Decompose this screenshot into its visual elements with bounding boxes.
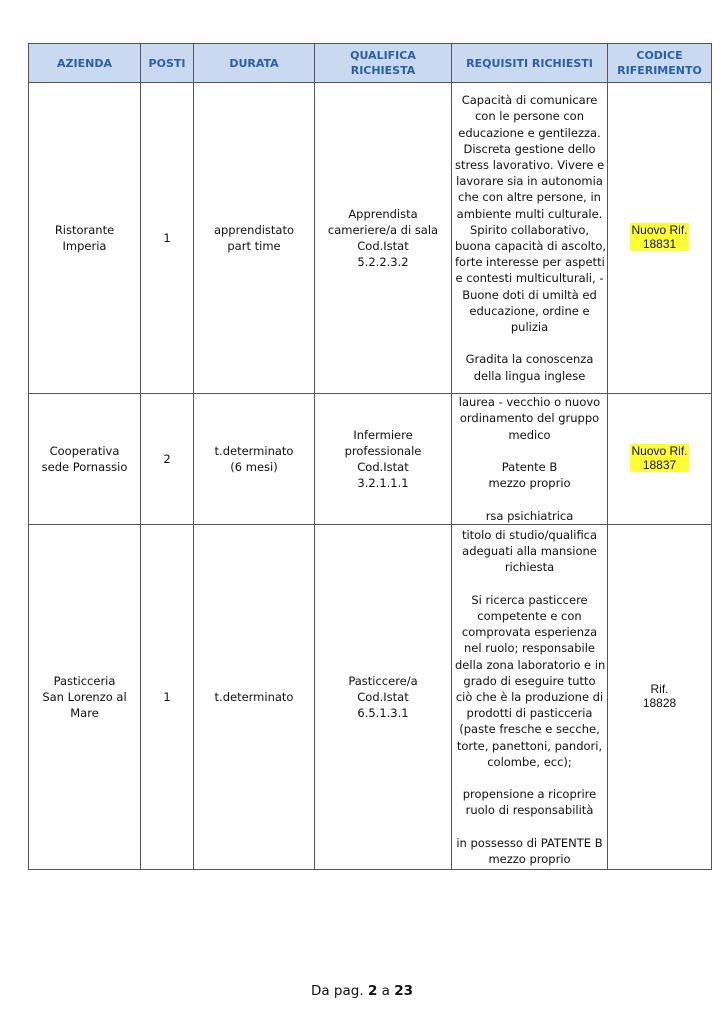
cell-requisiti-line: lavorare sia in autonomia: [456, 174, 603, 189]
cell-requisiti-line: Capacità di comunicare: [461, 93, 598, 108]
cell-durata-line: (6 mesi): [230, 460, 278, 474]
highlighted-reference-code: [630, 444, 688, 472]
cell-durata-line: t.determinato: [214, 443, 294, 458]
cell-qualifica: [315, 525, 452, 870]
cell-requisiti-line: della lingua inglese: [473, 368, 586, 383]
cell-requisiti-line: prodotti di pasticceria: [466, 706, 593, 721]
cell-requisiti-line: comprovata esperienza: [461, 625, 598, 640]
reference-code: [643, 682, 676, 710]
table-row: [29, 525, 712, 870]
reference-code-line: Rif.: [650, 682, 669, 697]
cell-requisiti-line: pulizia: [510, 320, 549, 335]
cell-requisiti-line: ordinamento del gruppo: [459, 411, 600, 426]
cell-azienda-line: San Lorenzo al: [42, 689, 127, 704]
cell-requisiti: [452, 394, 608, 525]
cell-azienda-line: Ristorante: [54, 222, 115, 237]
footer-separator: a: [381, 983, 390, 999]
cell-requisiti-line: competente e con: [477, 608, 582, 623]
cell-codice-riferimento: [608, 525, 712, 870]
footer-page-number: 2: [367, 983, 378, 999]
header-requisiti: REQUISITI RICHIESTI: [452, 44, 608, 83]
cell-posti: 1: [141, 83, 194, 394]
cell-requisiti-line: propensione a ricoprire: [462, 787, 597, 802]
cell-requisiti-line: colombe, ecc);: [487, 754, 572, 769]
cell-codice-riferimento: [608, 394, 712, 525]
cell-requisiti-line: Discreta gestione dello: [463, 141, 596, 156]
cell-qualifica-line: Apprendista: [348, 206, 418, 221]
cell-azienda: [29, 394, 141, 525]
cell-azienda: [29, 83, 141, 394]
cell-durata-line: t.determinato: [214, 689, 294, 704]
cell-requisiti: [452, 525, 608, 870]
cell-qualifica-line: Cod.Istat: [357, 689, 409, 704]
table-row: [29, 394, 712, 525]
cell-requisiti-line: Patente B: [501, 460, 558, 474]
cell-requisiti-line: ciò che è la produzione di: [455, 689, 604, 704]
cell-requisiti-line: titolo di studio/qualifica: [461, 527, 598, 542]
header-posti: POSTI: [141, 44, 194, 83]
cell-durata: [194, 525, 315, 870]
reference-code-line: Nuovo Rif.: [631, 223, 688, 238]
cell-requisiti-line: rsa psichiatrica: [485, 508, 574, 523]
cell-requisiti-line: forte interesse per aspetti: [455, 255, 605, 270]
cell-azienda-line: Imperia: [62, 239, 107, 253]
cell-posti: 2: [141, 394, 194, 525]
cell-posti: 1: [141, 525, 194, 870]
page-footer: [0, 983, 724, 999]
cell-requisiti-line: laurea - vecchio o nuovo: [458, 395, 601, 410]
header-qualifica: QUALIFICA RICHIESTA: [315, 44, 452, 83]
cell-durata-line: part time: [227, 239, 281, 253]
cell-qualifica-line: Pasticcere/a: [348, 673, 418, 688]
cell-requisiti-line: torte, panettoni, pandori,: [456, 738, 603, 753]
cell-qualifica-line: Cod.Istat: [357, 239, 409, 253]
reference-code-line: 18828: [642, 696, 677, 711]
header-codice-line2: RIFERIMENTO: [617, 64, 702, 77]
cell-azienda-line: Cooperativa: [49, 443, 120, 458]
cell-codice-riferimento: [608, 83, 712, 394]
cell-requisiti-line: medico: [508, 427, 551, 442]
cell-requisiti-line: [455, 576, 604, 592]
cell-qualifica: [315, 83, 452, 394]
cell-azienda: [29, 525, 141, 870]
highlighted-reference-code: [630, 223, 688, 251]
cell-requisiti-line: Buone doti di umiltà ed: [462, 287, 597, 302]
cell-qualifica-line: Infermiere: [353, 427, 413, 442]
cell-requisiti-line: [455, 443, 604, 459]
cell-requisiti-line: [455, 335, 604, 351]
cell-azienda-line: Pasticceria: [53, 673, 116, 688]
cell-requisiti-line: ruolo di responsabilità: [465, 803, 594, 818]
cell-durata: [194, 394, 315, 525]
cell-requisiti-line: che con altre persone, in: [458, 190, 601, 205]
cell-azienda-line: Mare: [70, 706, 99, 721]
cell-requisiti-line: (paste fresche e secche,: [459, 722, 600, 737]
cell-requisiti-line: [455, 819, 604, 835]
cell-requisiti-line: grado di eseguire tutto: [463, 673, 596, 688]
cell-requisiti-line: educazione e gentilezza.: [458, 125, 601, 140]
header-codice: [608, 44, 712, 83]
cell-azienda-line: sede Pornassio: [41, 460, 128, 474]
reference-code-line: Nuovo Rif.: [631, 444, 688, 459]
cell-requisiti-line: Si ricerca pasticcere: [471, 592, 588, 607]
cell-qualifica-line: Cod.Istat: [357, 460, 409, 474]
cell-requisiti-line: buona capacità di ascolto,: [455, 239, 607, 253]
cell-requisiti-line: Gradita la conoscenza: [465, 352, 594, 367]
cell-qualifica-line: cameriere/a di sala: [327, 222, 439, 237]
table-header-row: [29, 44, 712, 83]
cell-requisiti-line: nel ruolo; responsabile: [464, 641, 595, 656]
reference-code-line: 18837: [642, 458, 677, 473]
cell-requisiti-line: stress lavorativo. Vivere e: [455, 157, 605, 172]
header-codice-line1: CODICE: [636, 49, 683, 62]
cell-requisiti-line: della zona laboratorio e in: [455, 657, 606, 672]
cell-durata: [194, 83, 315, 394]
cell-requisiti-line: [455, 491, 604, 507]
job-offers-table: [28, 43, 712, 870]
table-row: [29, 83, 712, 394]
cell-requisiti: [452, 83, 608, 394]
cell-qualifica-line: 6.5.1.3.1: [357, 706, 409, 721]
cell-requisiti-line: mezzo proprio: [488, 851, 571, 866]
cell-requisiti-line: richiesta: [504, 560, 555, 575]
cell-requisiti-line: ambiente multi culturale.: [456, 206, 603, 221]
cell-qualifica-line: 5.2.2.3.2: [357, 255, 409, 270]
footer-prefix: Da pag.: [310, 983, 364, 999]
cell-requisiti-line: [455, 770, 604, 786]
header-durata: DURATA: [194, 44, 315, 83]
cell-qualifica-line: 3.2.1.1.1: [357, 476, 409, 491]
cell-requisiti-line: con le persone con: [474, 109, 585, 124]
header-azienda: AZIENDA: [29, 44, 141, 83]
cell-requisiti-line: in possesso di PATENTE B: [456, 835, 603, 850]
cell-requisiti-line: e contesti multiculturali, -: [455, 271, 604, 286]
cell-requisiti-line: Spirito collaborativo,: [469, 222, 590, 237]
cell-requisiti-line: mezzo proprio: [488, 476, 571, 491]
cell-durata-line: apprendistato: [213, 222, 295, 237]
cell-requisiti-line: educazione, ordine e: [469, 303, 590, 318]
cell-qualifica-line: professionale: [344, 443, 422, 458]
reference-code-line: 18831: [642, 237, 677, 252]
footer-page-total: 23: [394, 983, 414, 999]
cell-qualifica: [315, 394, 452, 525]
cell-requisiti-line: adeguati alla mansione: [462, 544, 597, 559]
